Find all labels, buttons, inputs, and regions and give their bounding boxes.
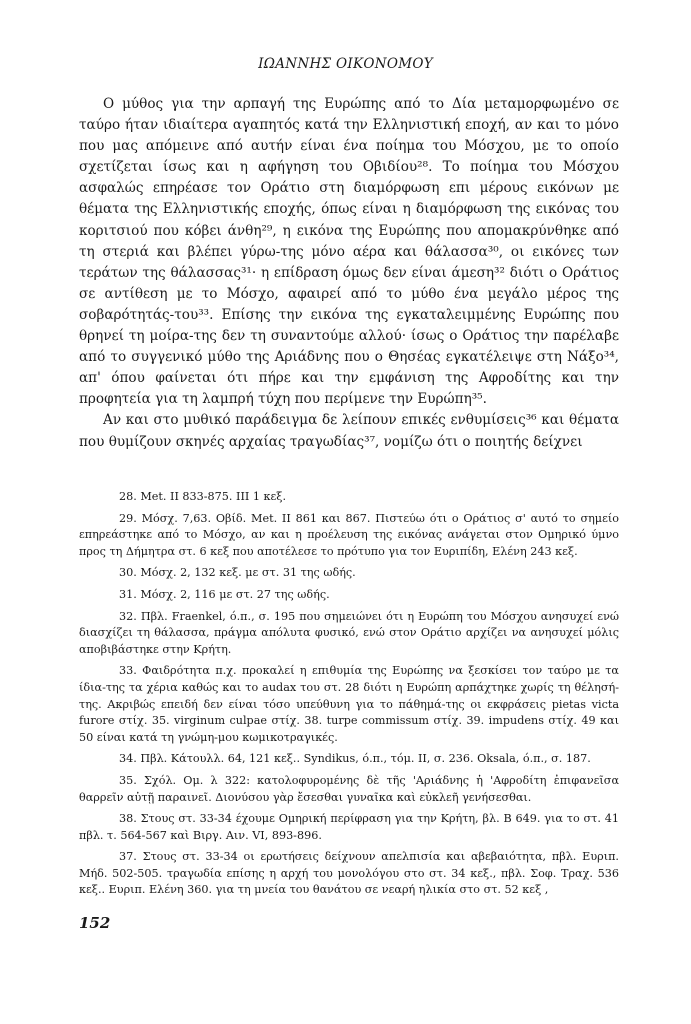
footnote-37: 37. Στους στ. 33-34 οι ερωτήσεις δείχνουν απελπισία και αβεβαιότητα, πβλ. Ευριπ. Μήδ. 502-505. τραγωδία επίσης η αρχή του μονολόγου στο στ. 34 κεξ., πβλ. Σοφ. Τραχ. 536 κεξ.. Ευριπ. Ελένη 360. για τη μνεία του θανάτου σε νεαρή ηλικία στο στ. 52 κεξ , bbox=[79, 850, 619, 897]
paragraph: Αν και στο μυθικό παράδειγμα δε λείπουν επικές ενθυμίσεις³⁶ και θέματα που θυμίζουν σκηνές αρχαίας τραγωδίας³⁷, νομίζω ότι ο ποιητής δείχνει bbox=[79, 412, 619, 450]
paragraph: Ο μύθος για την αρπαγή της Ευρώπης από το Δία μεταμορφωμένο σε ταύρο ήταν ιδιαίτερα αγαπητός κατά την Ελληνιστική εποχή, αν και το μόνο που μας απόμεινε από αυτήν είναι ένα ποίημα του Μόσχου, με το οποίο σχετίζεται ίσως και η αφήγηση του Οβιδίου²⁸. Το ποίημα του Μόσχου ασφαλώς επηρέασε τον Οράτιο στη διαμόρφωση επι μέρους εικόνων με θέματα της Ελληνιστικής εποχής, όπως είναι η διαμόρφωση της εικόνας του κοριτσιού που κόβει άνθη²⁹, η εικόνα της Ευρώπης που απομακρύνθηκε από τη στεριά και βλέπει γύρω-της μόνο αέρα και θάλασσα³⁰, οι εικόνες των τεράτων της θάλασσας³¹· η επίδραση όμως δεν είναι άμεση³² διότι ο Οράτιος σε αντίθεση με το Μόσχο, αφαιρεί από το μύθο ένα μεγάλο μέρος της σοβαρότητάς-του³³. Επίσης την εικόνα της εγκαταλειμμένης Ευρώπης που θρηνεί τη μοίρα-της δεν τη συναντούμε αλλού· ίσως ο Οράτιος την παρέλαβε από το συγγενικό μύθο της Αριάδνης που ο Θησέας εγκατέλειψε στη Νάξο³⁴, απ' όπου φαίνεται ότι πήρε και την εμφάνιση της Αφροδίτης και την προφητεία για τη λαμπρή τύχη που περίμενε την Ευρώπη³⁵. bbox=[79, 96, 619, 408]
footnote-35: 35. Σχόλ. Ομ. λ 322: κατολοφυρομένης δὲ τῆς 'Αριάδνης ἡ 'Αφροδίτη ἐπιφανεῖσα θαρρεῖν αὐτῇ παραινεῖ. Διονύσου γὰρ ἔσεσθαι γυναῖκα καὶ εὐκλεῆ γενήσεσθαι. bbox=[79, 773, 619, 804]
page-number: 152 bbox=[79, 914, 111, 932]
main-text bbox=[79, 94, 619, 453]
footnote-33: 33. Φαιδρότητα π.χ. προκαλεί η επιθυμία της Ευρώπης να ξεσκίσει τον ταύρο με τα ίδια-της τα χέρια καθώς και το audax του στ. 28 διότι η Ευρώπη αρπάχτηκε χωρίς τη θέλησή-της. Ακριβώς επειδή δεν είναι τόσο υπεύθυνη για το πάθημά-της οι εκφράσεις pietas victa furore στίχ. 35. virginum culpae στίχ. 38. turpe commissum στίχ. 39. impudens στίχ. 49 και 50 είναι κατά τη γνώμη-μου κωμικοτραγικές. bbox=[79, 664, 619, 744]
footnote-32: 32. Πβλ. Fraenkel, ό.π., σ. 195 που σημειώνει ότι η Ευρώπη του Μόσχου ανησυχεί ενώ διασχίζει τη θάλασσα, πράγμα απόλυτα φυσικό, ενώ στον Οράτιο αρχίζει να ανησυχεί μόλις αποβιβάστηκε στην Κρήτη. bbox=[79, 609, 619, 656]
footnote-28: 28. Met. II 833-875. III 1 κεξ. bbox=[119, 490, 287, 503]
footnotes bbox=[79, 489, 619, 904]
footnote-30: 30. Μόσχ. 2, 132 κεξ. με στ. 31 της ωδής. bbox=[119, 566, 356, 580]
footnote-34: 34. Πβλ. Κάτουλλ. 64, 121 κεξ.. Syndikus, ό.π., τόμ. II, σ. 236. Oksala, ό.π., σ. 187. bbox=[119, 752, 591, 766]
footnote-36: 38. Στους στ. 33-34 έχουμε Ομηρική περίφραση για την Κρήτη, βλ. Β 649. για το στ. 41 πβλ. τ. 564-567 καὶ Βιργ. Αιν. VI, 893-896. bbox=[79, 812, 619, 842]
running-title: ΙΩΑΝΝΗΣ ΟΙΚΟΝΟΜΟΥ bbox=[258, 56, 433, 72]
footnote-31: 31. Μόσχ. 2, 116 με στ. 27 της ωδής. bbox=[119, 587, 330, 601]
footnote-29: 29. Μόσχ. 7,63. Οβίδ. Met. II 861 και 867. Πιστεύω ότι ο Οράτιος σ' αυτό το σημείο επηρεάστηκε από το Μόσχο, αν και η προέλευση της εικόνας ανάγεται στον Ομηρικό ύμνο προς τη Δήμητρα στ. 6 κεξ που αποτέλεσε το πρότυπο για τον Ευριπίδη, Ελένη 243 κεξ. bbox=[79, 511, 619, 558]
